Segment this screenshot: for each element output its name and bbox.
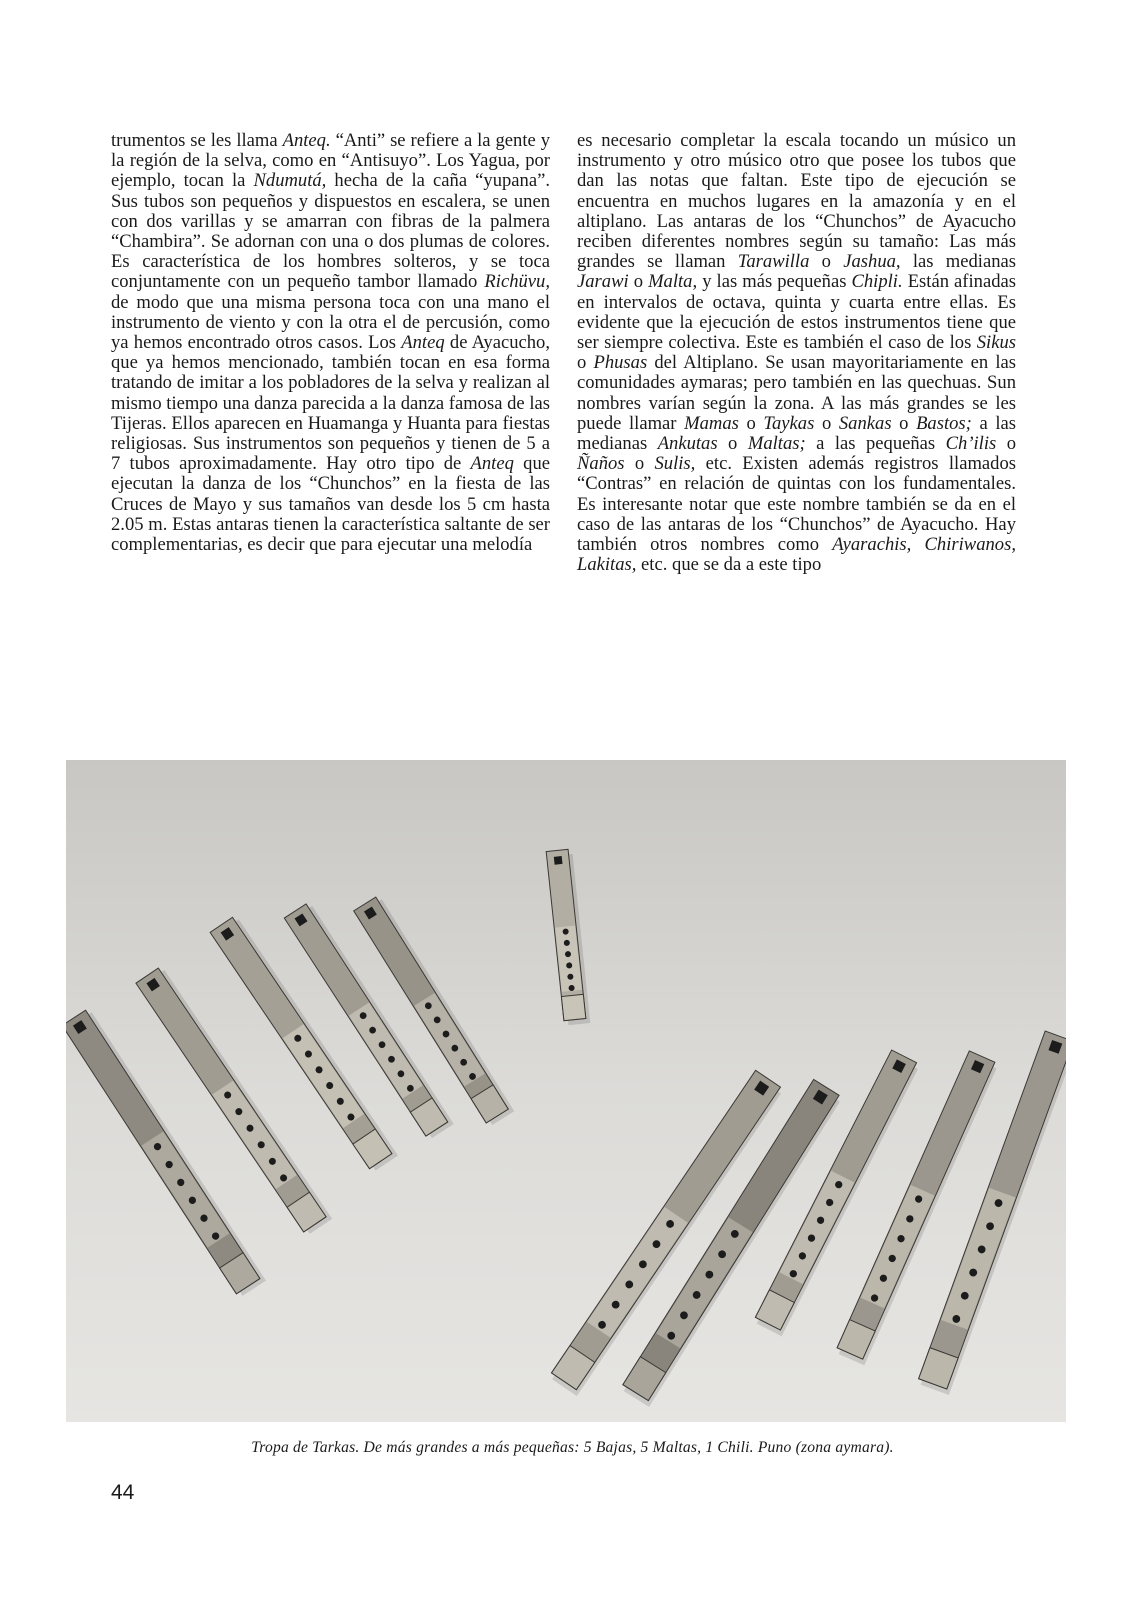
text-run: etc. que se da a este tipo xyxy=(636,554,822,576)
text-run: y las más pequeñas xyxy=(697,271,852,293)
text-run: que ejecutan la danza de los “Chunchos” en la fiesta de las Cruces de Mayo y sus tamaños van desde los 5 cm hasta 2.05 m. Estas antaras tienen la característica saltante de ser complementarias, es decir que para ejecutar una melodía xyxy=(111,453,550,556)
italic-term: Anteq xyxy=(401,332,445,354)
italic-term: Jarawi xyxy=(577,271,629,293)
text-run: o xyxy=(717,433,748,455)
text-run: Están afinadas en intervalos de octava, quinta y cuarta entre ellas. Es evidente que la ejecución de estos instrumentos tiene que ser siempre colectiva. Este es también el caso de los xyxy=(577,271,1016,354)
text-run: las medianas xyxy=(900,251,1016,273)
italic-term: Sankas xyxy=(838,412,892,434)
italic-term: Tarawilla xyxy=(737,251,810,273)
text-run: “Anti” se refiere a la gente y la región de la selva, como en “Antisuyo”. Los Yagua, por ejemplo, tocan la xyxy=(111,130,551,192)
text-run: a las pequeñas xyxy=(805,433,946,455)
text-run: de Ayacucho, que ya hemos mencionado, también tocan en esa forma tratando de imitar a los pobladores de la selva y realizan al mismo tiempo una danza parecida a la danza famosa de las Tijeras. Ellos aparecen en Huamanga y Huanta para fiestas religiosas. Sus instrumentos son pequeños y tienen de 5 a 7 tubos aproximadamente. Hay otro tipo de xyxy=(111,332,550,475)
text-run xyxy=(911,534,924,555)
text-run: o xyxy=(996,433,1017,455)
italic-term: Richüvu, xyxy=(484,271,550,293)
italic-term: Lakitas, xyxy=(577,554,637,576)
text-run: etc. Existen además registros llamados “Contras” en relación de quintas con los fundamentales. Es interesante notar que este nombre también se da en el caso de las antaras de los “Chunchos” de Ayacucho. Hay también otros nombres como xyxy=(577,453,1016,556)
text-run: de modo que una misma persona toca con una mano el instrumento de viento y con la otra el de percusión, como ya hemos encontrado otros casos. Los xyxy=(111,291,550,354)
italic-term: Sikus xyxy=(976,332,1016,354)
paragraph xyxy=(111,131,550,555)
italic-term: Ankutas xyxy=(657,433,718,455)
text-run: a las medianas xyxy=(577,412,1016,455)
text-run: trumentos se les llama xyxy=(111,130,283,151)
italic-term: Jashua, xyxy=(843,251,901,273)
page-number: 44 xyxy=(111,1481,135,1504)
text-run: del Altiplano. Se usan mayoritariamente en las comunidades aymaras; pero también en las quechuas. Sun nombres varían según la zona. A las más grandes se les puede llamar xyxy=(577,352,1016,434)
photograph-tarkas xyxy=(66,760,1066,1422)
italic-term: Anteq. xyxy=(282,130,331,151)
text-run: o xyxy=(814,412,839,434)
paragraph xyxy=(577,131,1016,575)
italic-term: Bastos; xyxy=(916,412,972,434)
italic-term: Sulis, xyxy=(654,453,696,475)
italic-term: Phusas xyxy=(593,352,648,374)
italic-term: Ndumutá, xyxy=(253,170,327,192)
italic-term: Ñaños xyxy=(577,453,625,475)
italic-term: Maltas; xyxy=(747,433,806,455)
italic-term: Ch’ilis xyxy=(945,433,997,455)
italic-term: Malta, xyxy=(648,271,698,293)
text-run: o xyxy=(628,271,649,293)
italic-term: Taykas xyxy=(763,412,815,434)
italic-term: Mamas xyxy=(684,412,739,434)
text-run: o xyxy=(738,412,764,434)
italic-term: Chiriwanos, xyxy=(924,534,1016,556)
text-run: o xyxy=(891,412,917,434)
italic-term: Chipli. xyxy=(851,271,903,293)
text-column-right xyxy=(577,131,1016,575)
text-run: o xyxy=(809,251,844,273)
italic-term: Anteq xyxy=(470,453,514,475)
italic-term: Ayarachis, xyxy=(832,534,912,556)
flute-illustration xyxy=(66,760,1066,1422)
figure-caption: Tropa de Tarkas. De más grandes a más pequeñas: 5 Bajas, 5 Maltas, 1 Chili. Puno (zona aymara). xyxy=(251,1439,894,1456)
text-run: es necesario completar la escala tocando un músico un instrumento y otro músico otro que posee los tubos que dan las notas que faltan. Este tipo de ejecución se encuentra en muchos lugares en la amazonía y en el altiplano. Las antaras de los “Chunchos” de Ayacucho reciben diferentes nombres según su tamaño: Las más grandes se llaman xyxy=(577,130,1016,273)
text-run: hecha de la caña “yupana”. Sus tubos son pequeños y dispuestos en escalera, se unen con dos varillas y se amarran con fibras de la palmera “Chambira”. Se adornan con una o dos plumas de colores. Es característica de los hombres solteros, y se toca conjuntamente con un pequeño tambor llamado xyxy=(111,170,551,293)
text-column-left xyxy=(111,131,550,555)
text-run: o xyxy=(577,352,594,374)
text-run: o xyxy=(624,453,655,475)
